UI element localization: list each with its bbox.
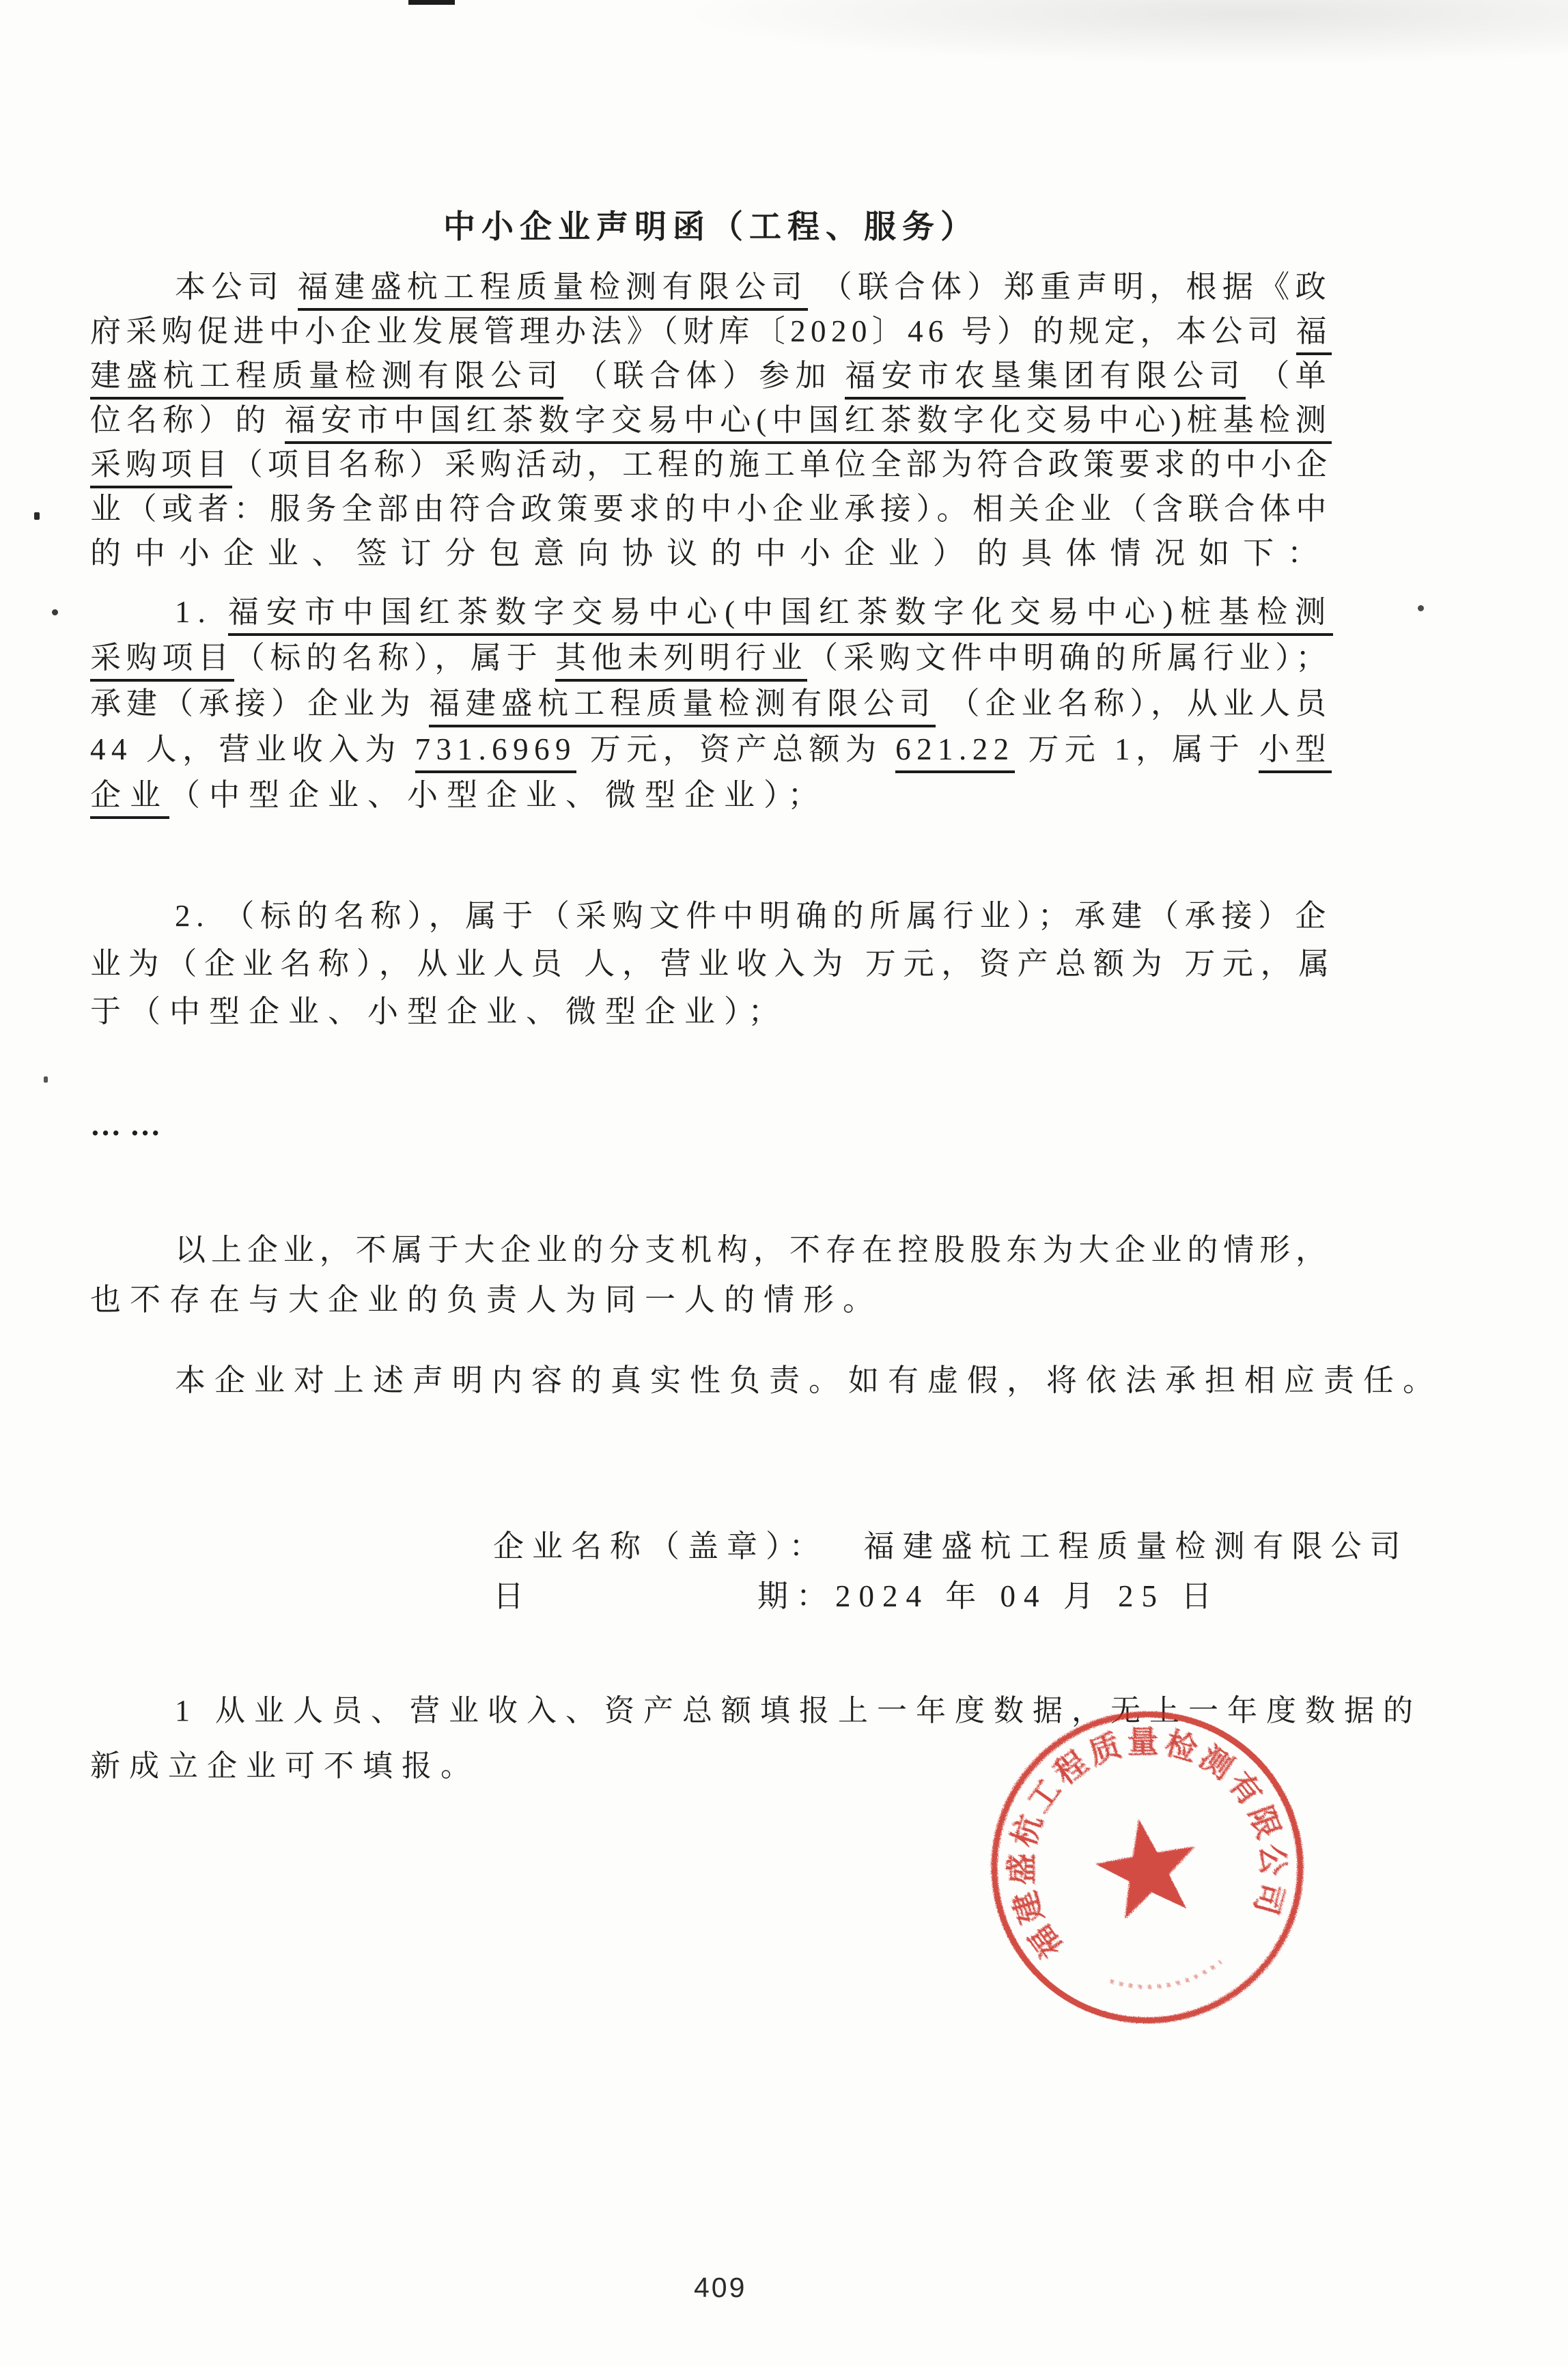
text-segment: （联合体）郑重声明，根据《政 — [808, 270, 1332, 304]
text-segment: （联合体）参加 — [563, 359, 845, 393]
filled-blank: 企业 — [90, 778, 169, 819]
date-label-right: 期： — [757, 1579, 836, 1613]
text-line — [90, 892, 1476, 940]
responsibility — [90, 1359, 1476, 1403]
seal-star-icon — [1089, 1810, 1205, 1923]
text-line — [90, 727, 1476, 773]
text-segment: 万元，资产总额为 — [576, 732, 896, 766]
filled-blank: 731.6969 — [415, 732, 576, 773]
text-line — [90, 773, 1476, 818]
text-line — [90, 531, 1476, 576]
filled-blank: 其他未列明行业 — [555, 641, 807, 682]
filled-blank: 建盛杭工程质量检测有限公司 — [90, 359, 563, 400]
text-segment: 本公司 — [175, 270, 298, 304]
text-segment: …… — [90, 1108, 169, 1142]
scan-artifact — [44, 1076, 48, 1083]
seal-company-text: 福建盛杭工程质量检测有限公司 — [1004, 1724, 1291, 1965]
text-segment: （采购文件中明确的所属行业）； — [807, 641, 1332, 675]
text-segment: 业（或者：服务全部由符合政策要求的中小企业承接）。相关企业（含联合体中 — [90, 492, 1332, 526]
filled-blank: 福建盛杭工程质量检测有限公司 — [429, 686, 936, 727]
text-segment: 2. （标的名称），属于（采购文件中明确的所属行业）；承建（承接）企 — [175, 899, 1332, 933]
date-line — [493, 1572, 1409, 1622]
filled-blank: 福 — [1296, 314, 1332, 355]
text-line — [90, 487, 1476, 531]
text-line — [90, 589, 1476, 635]
company-label: 企业名称（盖章）： — [493, 1529, 828, 1563]
filled-blank: 福安市中国红茶数字交易中心(中国红茶数字化交易中心)桩基检测 — [228, 595, 1333, 636]
text-line — [90, 940, 1476, 988]
text-line — [90, 309, 1476, 354]
scan-artifact — [34, 512, 40, 520]
filled-blank: 采购项目 — [90, 447, 232, 488]
text-segment: 本企业对上述声明内容的真实性负责。如有虚假，将依法承担相应责任。 — [175, 1363, 1443, 1397]
scan-noise — [307, 0, 1568, 68]
text-line — [90, 1275, 1476, 1325]
item-2 — [90, 892, 1476, 1035]
item-1 — [90, 589, 1476, 818]
text-segment: 位名称）的 — [90, 403, 285, 437]
text-line — [90, 1683, 1476, 1738]
page-number: 409 — [694, 2272, 747, 2303]
text-segment: （标的名称），属于 — [234, 641, 556, 675]
text-segment: 1 从业人员、营业收入、资产总额填报上一年度数据，无上一年度数据的 — [175, 1694, 1422, 1727]
text-segment: 承建（承接）企业为 — [90, 686, 430, 721]
text-line — [90, 354, 1476, 398]
date-value: 2024 年 04 月 25 日 — [835, 1579, 1220, 1613]
text-segment: （中型企业、小型企业、微型企业）； — [169, 778, 828, 812]
company-name: 福建盛杭工程质量检测有限公司 — [863, 1529, 1409, 1563]
text-segment: 万元 1，属于 — [1014, 732, 1259, 766]
text-line — [90, 443, 1476, 487]
scan-artifact — [408, 0, 455, 5]
text-segment: 44 人，营业收入为 — [90, 732, 415, 766]
text-segment: 于（中型企业、小型企业、微型企业）； — [90, 994, 788, 1029]
text-segment: （企业名称），从业人员 — [936, 686, 1332, 721]
text-segment: 也不存在与大企业的负责人为同一人的情形。 — [90, 1283, 883, 1317]
text-segment: 府采购促进中小企业发展管理办法》（财库〔2020〕46 号）的规定，本公司 — [90, 314, 1296, 348]
text-line — [90, 265, 1476, 309]
text-segment: 新成立企业可不填报。 — [90, 1749, 479, 1783]
text-line — [90, 1738, 1476, 1794]
text-line — [90, 988, 1476, 1035]
ellipsis — [90, 1103, 1476, 1147]
intro-paragraph — [90, 265, 1476, 576]
text-segment: （项目名称）采购活动，工程的施工单位全部为符合政策要求的中小企 — [232, 447, 1332, 482]
scan-artifact — [52, 609, 58, 615]
filled-blank: 福建盛杭工程质量检测有限公司 — [298, 270, 808, 311]
filled-blank: 福安市中国红茶数字交易中心(中国红茶数字化交易中心)桩基检测 — [285, 403, 1332, 444]
signature-block — [493, 1522, 1409, 1622]
text-segment: 1. — [175, 595, 228, 629]
text-line — [90, 1103, 1476, 1147]
filled-blank: 福安市农垦集团有限公司 — [845, 359, 1245, 400]
text-line — [90, 1359, 1476, 1403]
text-segment: 业为（企业名称），从业人员 人，营业收入为 万元，资产总额为 万元，属 — [90, 947, 1336, 981]
document-title: 中小企业声明函（工程、服务） — [443, 210, 979, 245]
text-line — [90, 681, 1476, 727]
company-seal-line — [493, 1522, 1409, 1572]
text-segment: 的中小企业、签订分包意向协议的中小企业）的具体情况如下： — [90, 536, 1332, 570]
text-segment: （单 — [1245, 359, 1332, 393]
filled-blank: 621.22 — [895, 732, 1015, 773]
seal-serial-marks — [1110, 1962, 1223, 1995]
date-label-left: 日 — [493, 1579, 533, 1613]
text-segment: 以上企业，不属于大企业的分支机构，不存在控股股东为大企业的情形， — [175, 1233, 1332, 1267]
filled-blank: 采购项目 — [90, 641, 234, 682]
footnote — [90, 1683, 1476, 1794]
filled-blank: 小型 — [1259, 732, 1332, 773]
text-line — [90, 635, 1476, 681]
text-line — [90, 1225, 1476, 1275]
closing-paragraph — [90, 1225, 1476, 1325]
text-line — [90, 398, 1476, 443]
